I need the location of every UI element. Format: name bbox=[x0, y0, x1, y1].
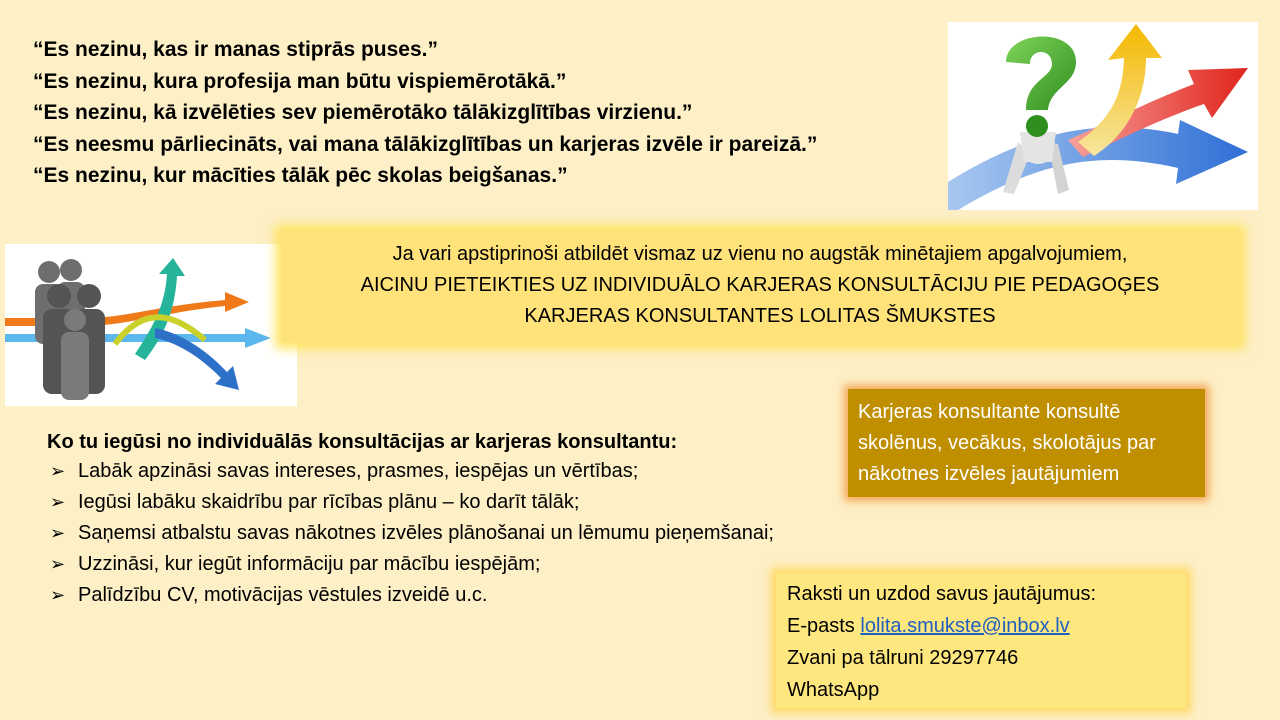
invitation-line: AICINU PIETEIKTIES UZ INDIVIDUĀLO KARJERAS KONSULTĀCIJU PIE PEDAGOĢES bbox=[360, 274, 1160, 296]
benefit-text: Saņemsi atbalstu savas nākotnes izvēles plānošanai un lēmumu pieņemšanai; bbox=[78, 522, 774, 544]
benefit-text: Iegūsi labāku skaidrību par rīcības plānu – ko darīt tālāk; bbox=[78, 491, 580, 513]
contact-whatsapp: WhatsApp bbox=[787, 679, 880, 701]
contact-heading: Raksti un uzdod savus jautājumus: bbox=[787, 583, 1097, 605]
contact-box bbox=[776, 573, 1186, 708]
email-link[interactable]: lolita.smukste@inbox.lv bbox=[860, 615, 1070, 637]
invitation-line: KARJERAS KONSULTANTES LOLITAS ŠMUKSTES bbox=[524, 305, 996, 327]
list-item bbox=[47, 549, 777, 580]
question-mark-illustration bbox=[948, 22, 1258, 210]
arrow-bullet-icon: ➢ bbox=[50, 554, 66, 574]
arrow-bullet-icon: ➢ bbox=[50, 585, 66, 605]
quote-item: “Es nezinu, kur mācīties tālāk pēc skolas beigšanas.” bbox=[33, 164, 568, 187]
email-label: E-pasts bbox=[787, 615, 855, 637]
quote-item: “Es nezinu, kura profesija man būtu vispiemērotākā.” bbox=[33, 69, 567, 93]
benefits-list bbox=[47, 456, 777, 611]
quotes-list bbox=[33, 34, 817, 192]
consultant-note-text: Karjeras konsultante konsultē skolēnus, vecākus, skolotājus par nākotnes izvēles jautājumiem bbox=[858, 401, 1156, 485]
quote-item: “Es nezinu, kas ir manas stiprās puses.” bbox=[33, 38, 438, 61]
benefit-text: Palīdzību CV, motivācijas vēstules izveidē u.c. bbox=[78, 584, 488, 606]
list-item bbox=[47, 580, 777, 611]
list-item bbox=[47, 487, 777, 518]
benefits-title: Ko tu iegūsi no individuālās konsultācijas ar karjeras konsultantu: bbox=[47, 431, 678, 453]
arrow-bullet-icon: ➢ bbox=[50, 461, 66, 481]
quote-item: “Es neesmu pārliecināts, vai mana tālākizglītības un karjeras izvēle ir pareizā.” bbox=[33, 132, 818, 156]
invitation-box bbox=[281, 231, 1239, 343]
people-arrows-illustration bbox=[5, 244, 297, 406]
list-item bbox=[47, 518, 777, 549]
arrow-bullet-icon: ➢ bbox=[50, 492, 66, 512]
consultant-note-box bbox=[848, 389, 1205, 497]
arrow-bullet-icon: ➢ bbox=[50, 523, 66, 543]
list-item bbox=[47, 456, 777, 487]
benefit-text: Uzzināsi, kur iegūt informāciju par mācību iespējām; bbox=[78, 553, 541, 575]
contact-email-row bbox=[787, 610, 1175, 642]
quote-item: “Es nezinu, kā izvēlēties sev piemērotāko tālākizglītības virzienu.” bbox=[33, 101, 693, 124]
benefit-text: Labāk apzināsi savas intereses, prasmes, iespējas un vērtības; bbox=[78, 460, 639, 482]
invitation-line: Ja vari apstiprinoši atbildēt vismaz uz vienu no augstāk minētajiem apgalvojumiem, bbox=[392, 243, 1128, 265]
contact-phone: Zvani pa tālruni 29297746 bbox=[787, 647, 1019, 669]
